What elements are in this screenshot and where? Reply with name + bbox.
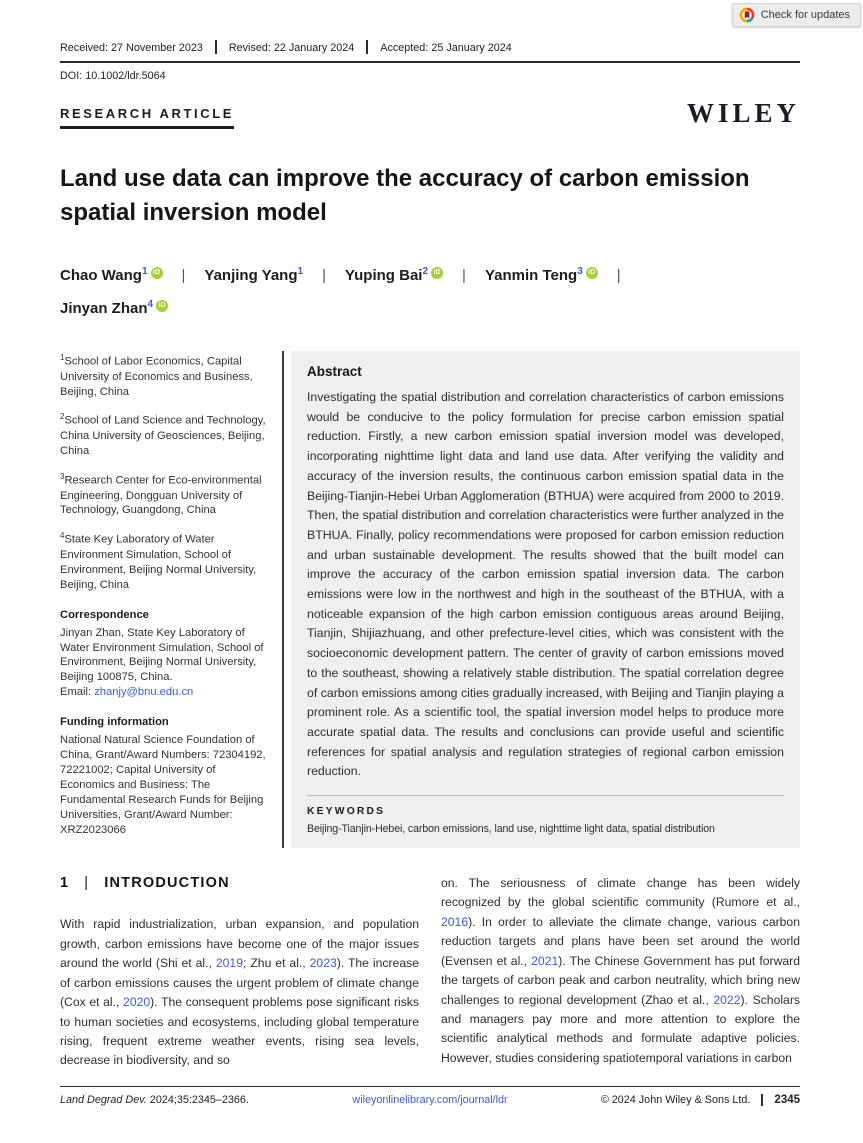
intro-paragraph-right: on. The seriousness of climate change has been widely recognized by the global scientific community (Rumore et al., 2016). In order to alleviate the climate change, various carbon reduction targets and plans have been set around the world (Evensen et al., 2021). The Chinese Government has put forward the targets of carbon peak and carbon neutrality, which bring new challenges to regional development (Zhao et al., 2022). Scholars and managers pay more and more attention to explore the scientific analytical methods and formulate adaptive policies. However, studies considering spatiotemporal variations in carbon (441, 876, 800, 1065)
page-title: Land use data can improve the accuracy of carbon emission spatial inversion model (60, 165, 750, 226)
journal-link[interactable]: wileyonlinelibrary.com/journal/ldr (352, 1094, 508, 1106)
author: Chao Wang$^1$ iD (60, 267, 163, 284)
correspondence-heading: Correspondence (60, 608, 149, 621)
article-type-label: RESEARCH ARTICLE (60, 106, 234, 129)
affiliation: $^3$Research Center for Eco-environmental Engineering, Dongguan University of Technology, Guangdong, China (60, 471, 262, 517)
correspondence-email-line (60, 685, 272, 700)
copyright-text: © 2024 John Wiley & Sons Ltd. (600, 1094, 751, 1106)
author-affiliation-sup: 1 (141, 266, 148, 277)
manuscript-dates (60, 40, 800, 63)
journal-citation (60, 1094, 307, 1106)
orcid-icon[interactable]: iD (151, 267, 163, 279)
funding-text: National Natural Science Foundation of China, Grant/Award Numbers: 72304192, 72221002; Capital University of Economics and Business: The Fundamental Research Funds for Beijing Universities, Grant/Award Number: XRZ2023066 (60, 734, 266, 836)
authors-row (60, 257, 800, 323)
intro-left-column (60, 874, 419, 1071)
author-separator: | (181, 267, 186, 284)
wiley-logo: WILEY (686, 98, 800, 128)
author-separator: | (462, 267, 466, 284)
keywords-block (307, 795, 784, 835)
email-label: Email: (60, 686, 95, 699)
section-title: INTRODUCTION (104, 875, 230, 892)
citation-link[interactable]: 2020 (123, 995, 151, 1010)
vertical-divider (282, 351, 284, 848)
correspondence-text: Jinyan Zhan, State Key Laboratory of Water Environment Simulation, School of Environment, Beijing Normal University, Beijing 100875, China. (60, 626, 264, 684)
funding-heading: Funding information (60, 716, 169, 729)
author: Yanmin Teng$^3$ iD (485, 267, 598, 284)
affiliation: $^4$State Key Laboratory of Water Environment Simulation, School of Environment, Beijing Normal University, Beijing, China (60, 531, 257, 591)
doi: DOI: 10.1002/ldr.5064 (60, 70, 166, 82)
intro-paragraph-left: With rapid industrialization, urban expansion, and population growth, carbon emissions have become one of the major issues around the world (Shi et al., 2019; Zhu et al., 2023). The increase of carbon emissions causes the urgent problem of climate change (Cox et al., 2020). The consequent problems pose significant risks to human societies and ecosystems, including global temperature rising, frequent extreme weather events, rising sea levels, decrease in biodiversity, and so (60, 917, 419, 1068)
revised-date: Revised: 22 January 2024 (228, 42, 355, 54)
abstract-heading: Abstract (307, 364, 362, 379)
keywords-heading: KEYWORDS (307, 806, 386, 818)
author: Yuping Bai$^2$ iD (345, 267, 443, 284)
email-link[interactable]: zhanjy@bnu.edu.cn (94, 686, 194, 699)
abstract-text: Investigating the spatial distribution and correlation characteristics of carbon emissions would be conducive to the policy formulation for precise carbon emission spatial reduction. Firstly, a new carbon emission spatial inversion model was developed, incorporating nighttime light data and land use data. After verifying the validity and accuracy of the inversion results, the continuous carbon emission spatial data in the Beijing-Tianjin-Hebei Urban Agglomeration (BTHUA) were acquired from 2000 to 2019. Then, the spatial distribution and correlation characteristics were further analyzed in the BTHUA. Finally, policy recommendations were proposed for carbon emission reduction and urban sustainable development. The results showed that the built model can improve the accuracy of the carbon emission spatial inversion data. The carbon emissions were low in the northwest and high in the southeast of the BTHUA, with a noticeable expansion of the high carbon emission contiguous areas around Beijing, Tianjin, Shijiazhuang, and other prefecture-level cities, which was consistent with the socioeconomic development pattern. The center of gravity of carbon emissions moved to the southeast, showing a relatively stable distribution. The spatial correlation degree of carbon emissions among cities gradually increased, with Beijing and Tianjin playing a prominent role. As a scientific tool, the spatial inversion model helps to produce more accurate spatial data. The results and conclusions can provide useful and scientific references for spatial analysis and regulation strategies of regional carbon emission reduction. (307, 390, 784, 779)
journal-citation-rest: 2024;35:2345–2366. (146, 1094, 249, 1106)
orcid-icon[interactable]: iD (586, 267, 598, 279)
author-separator: | (322, 267, 326, 284)
section-heading (60, 874, 419, 893)
journal-name: Land Degrad Dev. (60, 1094, 147, 1106)
introduction-section (60, 874, 800, 1071)
citation-link[interactable]: 2023 (309, 956, 337, 971)
abstract-panel (291, 351, 800, 848)
date-separator (215, 40, 217, 54)
citation-link[interactable]: 2021 (531, 953, 559, 968)
page-footer (60, 1086, 800, 1106)
author-affiliation-sup: 3 (577, 266, 583, 277)
orcid-icon[interactable]: iD (431, 267, 443, 279)
orcid-icon[interactable]: iD (156, 300, 168, 312)
check-for-updates-label: Check for updates (760, 9, 850, 21)
affiliation: $^2$School of Land Science and Technology, China University of Geosciences, Beijing, China (60, 412, 266, 457)
citation-link[interactable]: 2022 (713, 992, 741, 1007)
author-affiliation-sup: 4 (147, 299, 154, 310)
section-number: 1 (60, 875, 70, 892)
page-number: 2345 (761, 1094, 800, 1106)
affiliation: $^1$School of Labor Economics, Capital University of Economics and Business, Beijing, China (60, 353, 253, 398)
check-for-updates-button[interactable] (732, 3, 861, 27)
sidebar (60, 351, 272, 848)
author-affiliation-sup: 1 (297, 266, 304, 277)
citation-link[interactable]: 2016 (441, 914, 469, 929)
author: Yanjing Yang$^1$ (204, 266, 304, 284)
received-date: Received: 27 November 2023 (60, 42, 203, 54)
crossmark-icon (739, 7, 755, 23)
author-separator: | (616, 267, 621, 284)
affiliations-list (60, 351, 272, 593)
author-affiliation-sup: 2 (422, 266, 429, 277)
accepted-date: Accepted: 25 January 2024 (380, 42, 512, 54)
date-separator (366, 40, 368, 54)
author: Jinyan Zhan$^4$ iD (60, 300, 168, 317)
keywords-text: Beijing-Tianjin-Hebei, carbon emissions, land use, nighttime light data, spatial distribution (307, 823, 715, 836)
intro-right-column (441, 874, 800, 1071)
citation-link[interactable]: 2019 (215, 956, 243, 971)
section-pipe: | (84, 875, 90, 892)
